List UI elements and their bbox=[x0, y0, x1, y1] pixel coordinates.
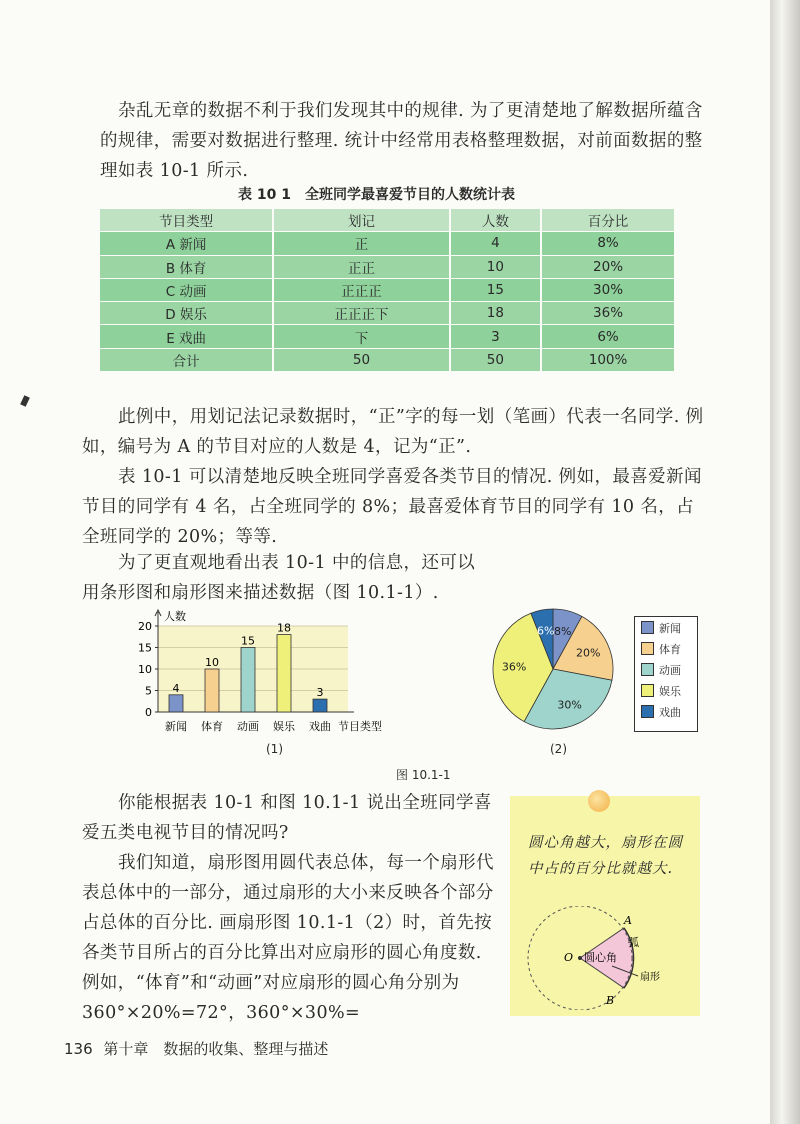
page-footer bbox=[64, 1038, 328, 1059]
table-cell: E 戏曲 bbox=[100, 325, 273, 348]
legend-entry bbox=[641, 680, 697, 701]
legend-label: 体育 bbox=[659, 642, 681, 656]
slice-value-label: 36% bbox=[501, 660, 527, 674]
bar-value-label: 10 bbox=[205, 656, 219, 669]
table-cell: 6% bbox=[541, 325, 675, 348]
table-cell: 正 bbox=[273, 232, 449, 255]
legend-swatch bbox=[641, 621, 654, 634]
bar-value-label: 4 bbox=[172, 681, 180, 695]
legend-entry bbox=[641, 701, 697, 722]
x-axis-label: 节目类型 bbox=[338, 720, 382, 733]
category-label: 戏曲 bbox=[309, 720, 331, 733]
slice-value-label: 30% bbox=[557, 698, 582, 712]
legend-swatch bbox=[641, 684, 654, 697]
legend-label: 新闻 bbox=[659, 621, 681, 635]
table-cell: 18 bbox=[450, 302, 541, 325]
arc-label: 弧 bbox=[628, 936, 639, 949]
category-label: 动画 bbox=[237, 720, 259, 733]
center-point bbox=[578, 956, 582, 960]
point-o-label: O bbox=[564, 951, 574, 964]
table-row bbox=[100, 325, 675, 348]
sector-label: 扇形 bbox=[640, 972, 660, 983]
category-label: 体育 bbox=[201, 720, 223, 733]
pie-chart bbox=[488, 604, 618, 734]
paragraph-pie-explanation: 我们知道，扇形图用圆代表总体，每一个扇形代表总体中的一部分，通过扇形的大小来反映各个部分占总体的百分比. 画扇形图 10.1-1（2）时，首先按各类节目所占的百分比算出对应扇形的圆心角度数. 例如，“体育”和“动画”对应扇形的圆心角分别为 360°×20%=72°，360°×30%= bbox=[82, 853, 494, 1023]
legend-entry bbox=[641, 638, 697, 659]
figure-caption: 图 10.1-1 bbox=[396, 768, 451, 782]
table-header-cell: 百分比 bbox=[541, 209, 675, 232]
table-row bbox=[100, 302, 675, 325]
table-caption: 表 10 1 全班同学最喜爱节目的人数统计表 bbox=[238, 187, 515, 203]
table-cell: 下 bbox=[273, 325, 449, 348]
y-tick-label: 15 bbox=[138, 641, 152, 655]
table-cell: C 动画 bbox=[100, 278, 273, 301]
table-cell: A 新闻 bbox=[100, 232, 273, 255]
point-b-label: B bbox=[606, 994, 615, 1007]
table-header-cell: 人数 bbox=[450, 209, 541, 232]
y-tick-label: 0 bbox=[145, 706, 152, 719]
figure-sub-label-1: (1) bbox=[266, 742, 283, 756]
stat-table bbox=[100, 209, 676, 372]
legend-swatch bbox=[641, 663, 654, 676]
chapter-title: 第十章 数据的收集、整理与描述 bbox=[103, 1040, 329, 1058]
paragraph-chart-intro: 为了更直观地看出表 10-1 中的信息，还可以用条形图和扇形图来描述数据（图 10.1-1）. bbox=[82, 553, 476, 603]
bar-戏曲 bbox=[313, 699, 327, 712]
page-number: 136 bbox=[64, 1040, 93, 1058]
table-cell: 50 bbox=[450, 348, 541, 371]
y-axis-label: 人数 bbox=[164, 610, 186, 623]
legend-swatch bbox=[641, 705, 654, 718]
legend-label: 娱乐 bbox=[659, 684, 681, 698]
book-spine bbox=[770, 0, 800, 1124]
y-tick-label: 5 bbox=[145, 684, 152, 698]
y-tick-label: 10 bbox=[138, 663, 152, 676]
slice-value-label: 8% bbox=[553, 625, 572, 639]
side-note-text: 圆心角越大，扇形在圆中占的百分比就越大. bbox=[528, 835, 683, 877]
table-cell: 正正正下 bbox=[273, 302, 449, 325]
table-header-cell: 节目类型 bbox=[100, 209, 273, 232]
legend-label: 戏曲 bbox=[659, 705, 681, 719]
table-cell: 正正 bbox=[273, 255, 449, 278]
intro-paragraph: 杂乱无章的数据不利于我们发现其中的规律. 为了更清楚地了解数据所蕴含的规律，需要对数据进行整理. 统计中经常用表格整理数据，对前面数据的整理如表 10-1 所示. bbox=[100, 101, 703, 181]
table-cell: 合计 bbox=[100, 348, 273, 371]
legend-label: 动画 bbox=[659, 663, 681, 677]
table-cell: 正正正 bbox=[273, 278, 449, 301]
bar-动画 bbox=[241, 648, 255, 713]
table-cell: 15 bbox=[450, 278, 541, 301]
bar-体育 bbox=[205, 669, 219, 712]
bar-value-label: 3 bbox=[316, 686, 324, 700]
pie-legend bbox=[634, 616, 698, 732]
table-cell: 10 bbox=[450, 255, 541, 278]
table-cell: 30% bbox=[541, 278, 675, 301]
point-a-label: A bbox=[624, 914, 632, 927]
table-cell: 100% bbox=[541, 348, 675, 371]
paragraph-table-reading: 表 10-1 可以清楚地反映全班同学喜爱各类节目的情况. 例如，最喜爱新闻节目的同学有 4 名，占全班同学的 8%；最喜爱体育节目的同学有 10 名，占全班同学的 20%；等等. bbox=[82, 467, 702, 547]
legend-entry bbox=[641, 617, 697, 638]
paragraph-question: 你能根据表 10-1 和图 10.1-1 说出全班同学喜爱五类电视节目的情况吗? bbox=[82, 793, 492, 843]
figure-sub-label-2: (2) bbox=[550, 742, 567, 756]
table-row bbox=[100, 278, 675, 301]
category-label: 新闻 bbox=[165, 720, 187, 733]
y-tick-label: 20 bbox=[138, 620, 152, 633]
paragraph-tally: 此例中，用划记法记录数据时，“正”字的每一划（笔画）代表一名同学. 例如，编号为 A 的节目对应的人数是 4，记为“正”. bbox=[82, 407, 704, 457]
slice-value-label: 6% bbox=[536, 624, 555, 638]
pin-icon bbox=[588, 790, 610, 812]
bar-value-label: 18 bbox=[277, 621, 291, 635]
legend-entry bbox=[641, 659, 697, 680]
bar-新闻 bbox=[169, 695, 183, 712]
category-label: 娱乐 bbox=[273, 720, 295, 733]
table-cell: 8% bbox=[541, 232, 675, 255]
table-row bbox=[100, 255, 675, 278]
bar-chart bbox=[130, 602, 400, 737]
table-total-row bbox=[100, 348, 675, 371]
table-header-row bbox=[100, 209, 675, 232]
slice-value-label: 20% bbox=[576, 646, 601, 660]
table-cell: 4 bbox=[450, 232, 541, 255]
table-cell: B 体育 bbox=[100, 255, 273, 278]
table-cell: 50 bbox=[273, 348, 449, 371]
table-row bbox=[100, 232, 675, 255]
bar-娱乐 bbox=[277, 635, 291, 712]
bar-value-label: 15 bbox=[241, 634, 255, 648]
table-cell: 20% bbox=[541, 255, 675, 278]
table-cell: D 娱乐 bbox=[100, 302, 273, 325]
table-cell: 36% bbox=[541, 302, 675, 325]
table-header-cell: 划记 bbox=[273, 209, 449, 232]
table-cell: 3 bbox=[450, 325, 541, 348]
angle-label: 圆心角 bbox=[584, 951, 617, 964]
legend-swatch bbox=[641, 642, 654, 655]
sector-diagram bbox=[520, 906, 690, 1010]
